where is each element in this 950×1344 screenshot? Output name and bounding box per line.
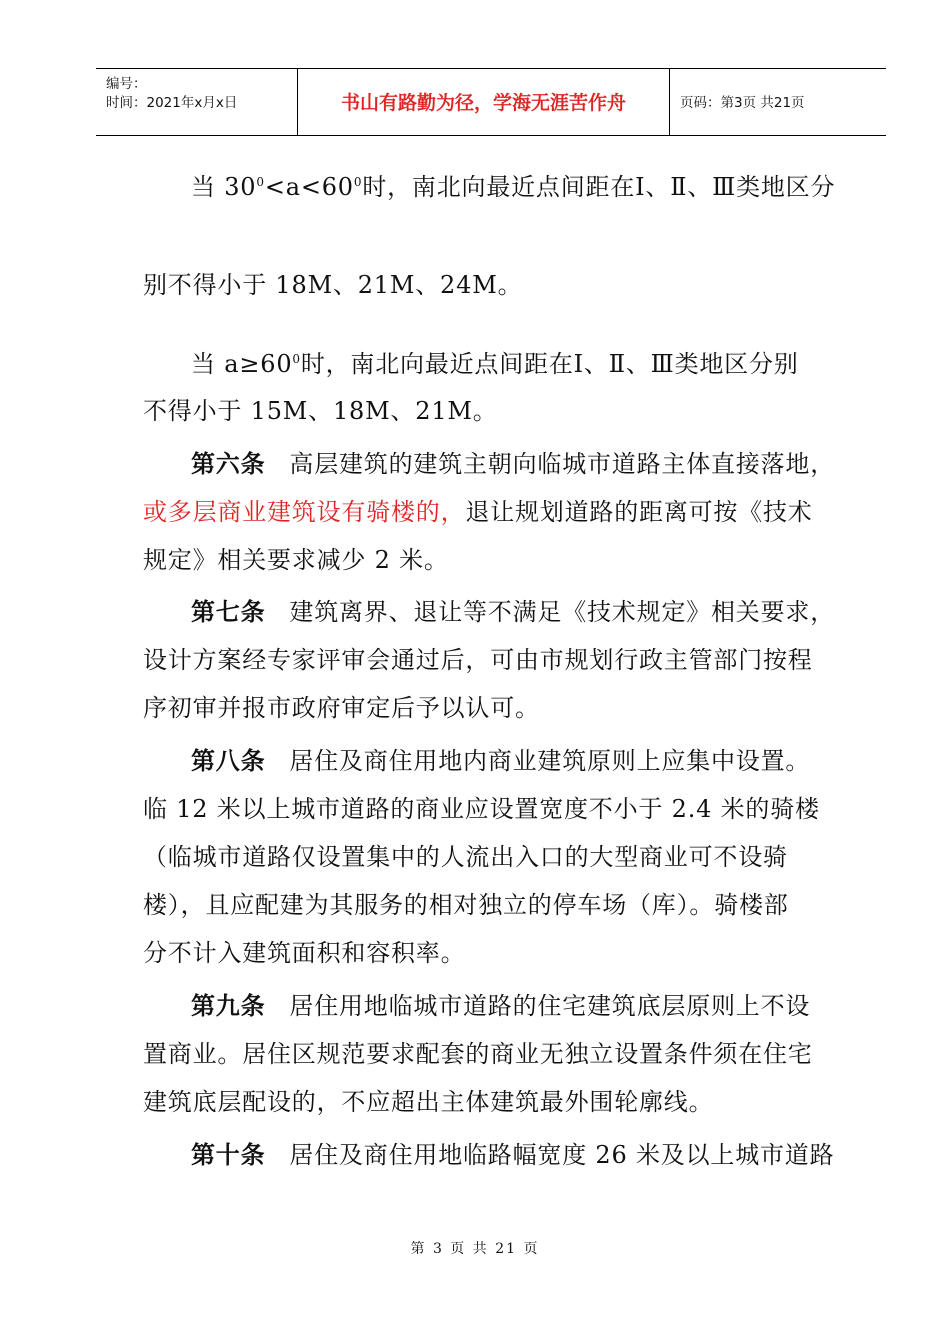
para2-line2: 不得小于 15M、18M、21M。 [143,397,498,425]
header-motto: 书山有路勤为径，学海无涯苦作舟 [297,69,670,135]
article7-line1: 第七条 建筑离界、退让等不满足《技术规定》相关要求， [191,597,836,626]
article9-line2: 置商业。居住区规范要求配套的商业无独立设置条件须在住宅 [143,1040,813,1068]
article7-line2: 设计方案经专家评审会通过后，可由市规划行政主管部门按程 [143,646,813,674]
para2-line1: 当 $a\ge 60^0$时，南北向最近点间距在Ⅰ、Ⅱ、Ⅲ类地区分别 [191,350,799,378]
document-header [96,68,886,136]
article8-line1: 第八条 居住及商住用地内商业建筑原则上应集中设置。 [191,746,811,775]
article6-highlight: 或多层商业建筑设有骑楼的， [143,498,466,526]
article8-line2: 临 12 米以上城市道路的商业应设置宽度不小于 2.4 米的骑楼 [143,795,820,823]
article8-line4: 楼），且应配建为其服务的相对独立的停车场（库）。骑楼部 [143,891,789,919]
article8-line5: 分不计入建筑面积和容积率。 [143,939,466,967]
article6-heading: 第六条 [191,449,266,478]
header-page-label: 页码：第3页 共21页 [680,95,805,111]
article9-line1: 第九条 居住用地临城市道路的住宅建筑底层原则上不设 [191,991,811,1020]
article7-heading: 第七条 [191,597,266,626]
header-meta [96,69,297,135]
time-label: 时间：2021年x月x日 [106,95,238,111]
para1-line1: 当 $30^0<a<60^0$时，南北向最近点间距在Ⅰ、Ⅱ、Ⅲ类地区分 [191,173,836,201]
article6-line3: 规定》相关要求减少 2 米。 [143,546,449,574]
para1-line2: 别不得小于 18M、21M、24M。 [143,271,523,299]
serial-number-label: 编号： [106,76,147,92]
article8-line3: （临城市道路仅设置集中的人流出入口的大型商业可不设骑 [143,843,788,871]
article8-heading: 第八条 [191,746,266,775]
article9-heading: 第九条 [191,991,266,1020]
article10-heading: 第十条 [191,1140,266,1169]
article10-line1: 第十条 居住及商住用地临路幅宽度 26 米及以上城市道路 [191,1140,835,1169]
article6-line2: 或多层商业建筑设有骑楼的，退让规划道路的距离可按《技术 [143,498,813,526]
article6-line1: 第六条 高层建筑的建筑主朝向临城市道路主体直接落地， [191,449,836,478]
page-footer: 第 3 页 共 21 页 [410,1241,540,1257]
article7-line3: 序初审并报市政府审定后予以认可。 [143,694,540,722]
article9-line3: 建筑底层配设的，不应超出主体建筑最外围轮廓线。 [143,1088,714,1116]
